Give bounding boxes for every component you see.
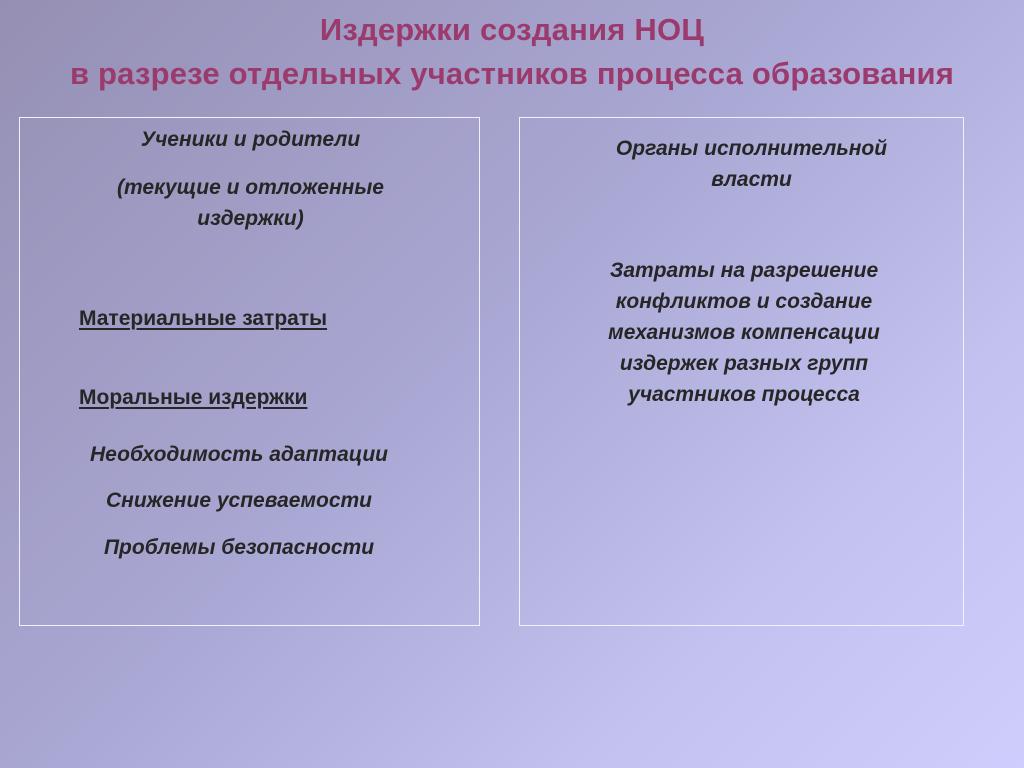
costs-text-line-1: Затраты на разрешение [609,259,879,282]
list-item-performance: Снижение успеваемости [105,489,373,512]
students-parents-panel [19,117,480,626]
list-item-safety: Проблемы безопасности [103,536,375,559]
list-item-adaptation: Необходимость адаптации [90,443,388,466]
executive-authorities-heading-line-2: власти [711,168,792,191]
slide-title-line-2: в разрезе отдельных участников процесса образования [69,56,955,91]
material-costs-label: Материальные затраты [79,307,328,330]
moral-costs-label: Моральные издержки [79,386,308,409]
slide-title [0,8,1024,96]
students-parents-heading: Ученики и родители [140,128,361,151]
costs-text-line-5: участников процесса [628,383,860,406]
costs-text-line-4: издержек разных групп [619,352,869,375]
executive-authorities-panel [519,117,964,626]
cost-type-line-2: издержки) [197,207,304,230]
executive-authorities-heading-line-1: Органы исполнительной [615,137,888,160]
cost-type-line-1: (текущие и отложенные [117,176,384,199]
costs-text-line-3: механизмов компенсации [608,321,880,344]
slide-title-line-1: Издержки создания НОЦ [319,12,705,47]
costs-text-line-2: конфликтов и создание [615,290,873,313]
